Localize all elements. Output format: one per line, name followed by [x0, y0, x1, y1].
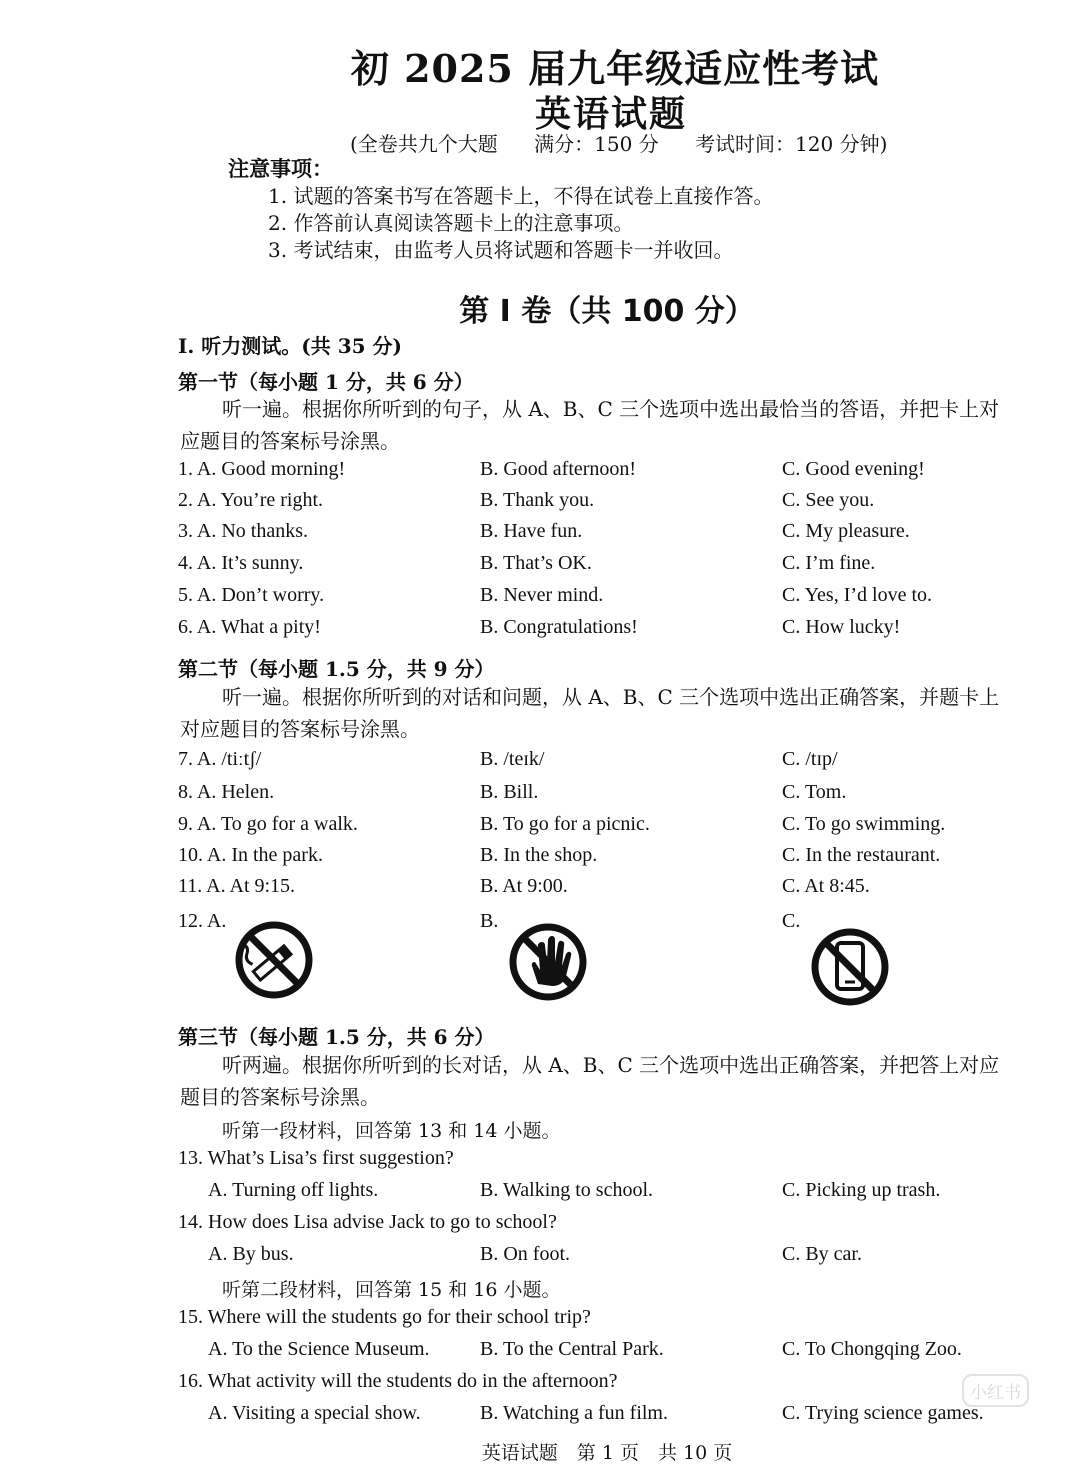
- no-smoking-icon: [234, 920, 314, 1000]
- option-b: B. Walking to school.: [480, 1179, 654, 1201]
- option-c: C. By car.: [782, 1243, 862, 1265]
- option-b: B. Thank you.: [480, 489, 595, 511]
- option-c: C. See you.: [782, 489, 875, 511]
- notice-item-2: 2. 作答前认真阅读答题卡上的注意事项。: [268, 211, 634, 235]
- option-c: C. At 8:45.: [782, 875, 870, 897]
- subsection-1-head: 第一节（每小题 1 分，共 6 分）: [178, 370, 474, 394]
- question-row: [0, 844, 1080, 874]
- question-row: [0, 584, 1080, 614]
- option-c: C. In the restaurant.: [782, 844, 941, 866]
- question-row: [0, 552, 1080, 582]
- option-a: 5. A. Don’t worry.: [178, 584, 325, 606]
- option-c: C. How lucky!: [782, 616, 901, 638]
- option-c: C. Tom.: [782, 781, 847, 803]
- question-13-options: [0, 1179, 1080, 1209]
- option-a: 10. A. In the park.: [178, 844, 323, 866]
- option-c: C.: [782, 910, 801, 932]
- no-touching-icon: [508, 922, 588, 1002]
- option-b: B. In the shop.: [480, 844, 598, 866]
- option-a: 7. A. /tiːtʃ/: [178, 748, 262, 770]
- question-row: [0, 813, 1080, 843]
- option-b: B. At 9:00.: [480, 875, 568, 897]
- page-footer: 英语试题 第 1 页 共 10 页: [481, 1442, 733, 1464]
- option-b: B. To the Central Park.: [480, 1338, 664, 1360]
- subsection-2-instruction: 听一遍。根据你所听到的对话和问题，从 A、B、C 三个选项中选出正确答案，并题卡上对应题目的答案标号涂黑。: [180, 685, 1000, 741]
- question-15-options: [0, 1338, 1080, 1368]
- exam-info-time: 考试时间：120 分钟): [695, 132, 888, 156]
- question-row: [0, 489, 1080, 519]
- question-stem: 15. Where will the students go for their school trip?: [178, 1306, 591, 1328]
- option-a: 2. A. You’re right.: [178, 489, 324, 511]
- option-b: B. On foot.: [480, 1243, 570, 1265]
- option-c: C. Yes, I’d love to.: [782, 584, 933, 606]
- option-b: B. Congratulations!: [480, 616, 638, 638]
- option-b: B. That’s OK.: [480, 552, 592, 574]
- no-phone-icon: [810, 927, 890, 1007]
- option-c: C. To Chongqing Zoo.: [782, 1338, 962, 1360]
- question-row: [0, 616, 1080, 646]
- material-2-note: 听第二段材料，回答第 15 和 16 小题。: [222, 1279, 561, 1301]
- option-b: B. Bill.: [480, 781, 539, 803]
- notice-heading: 注意事项：: [228, 156, 333, 181]
- option-a: A. Turning off lights.: [208, 1179, 379, 1201]
- option-c: C. My pleasure.: [782, 520, 910, 542]
- question-16-stem-row: [0, 1370, 1080, 1400]
- notice-item-3: 3. 考试结束，由监考人员将试题和答题卡一并收回。: [268, 238, 734, 262]
- watermark: 小红书: [962, 1374, 1029, 1407]
- part-title: 第 I 卷（共 100 分）: [459, 294, 755, 329]
- material-1-note: 听第一段材料，回答第 13 和 14 小题。: [222, 1120, 561, 1142]
- option-a: A. By bus.: [208, 1243, 294, 1265]
- option-c: C. /tɪp/: [782, 748, 838, 770]
- question-13-stem-row: [0, 1147, 1080, 1177]
- option-c: C. I’m fine.: [782, 552, 876, 574]
- option-a: A. Visiting a special show.: [208, 1402, 421, 1424]
- option-c: C. Picking up trash.: [782, 1179, 941, 1201]
- question-row: [0, 781, 1080, 811]
- question-14-options: [0, 1243, 1080, 1273]
- option-a: 9. A. To go for a walk.: [178, 813, 358, 835]
- option-c: C. Good evening!: [782, 458, 925, 480]
- question-row: [0, 520, 1080, 550]
- question-15-stem-row: [0, 1306, 1080, 1336]
- option-a: 4. A. It’s sunny.: [178, 552, 304, 574]
- notice-item-1: 1. 试题的答案书写在答题卡上，不得在试卷上直接作答。: [268, 184, 774, 208]
- question-row: [0, 748, 1080, 778]
- subsection-1-instruction: 听一遍。根据你所听到的句子，从 A、B、C 三个选项中选出最恰当的答语，并把卡上对应题目的答案标号涂黑。: [180, 397, 1000, 453]
- exam-info: [350, 128, 917, 157]
- option-c: C. To go swimming.: [782, 813, 946, 835]
- question-stem: 13. What’s Lisa’s first suggestion?: [178, 1147, 454, 1169]
- question-14-stem-row: [0, 1211, 1080, 1241]
- option-a: 1. A. Good morning!: [178, 458, 346, 480]
- option-a: 6. A. What a pity!: [178, 616, 321, 638]
- option-a: 12. A.: [178, 910, 227, 932]
- option-b: B. Never mind.: [480, 584, 604, 606]
- option-b: B. Have fun.: [480, 520, 583, 542]
- question-row: [0, 875, 1080, 905]
- question-stem: 14. How does Lisa advise Jack to go to school?: [178, 1211, 557, 1233]
- option-a: 11. A. At 9:15.: [178, 875, 296, 897]
- exam-subtitle: 英语试题: [534, 93, 687, 135]
- exam-info-sections: (全卷共九个大题: [350, 132, 498, 156]
- option-b: B.: [480, 910, 499, 932]
- option-b: B. To go for a picnic.: [480, 813, 650, 835]
- option-b: B. Good afternoon!: [480, 458, 637, 480]
- subsection-3-instruction: 听两遍。根据你所听到的长对话，从 A、B、C 三个选项中选出正确答案，并把答上对应题目的答案标号涂黑。: [180, 1053, 1000, 1109]
- question-row: [0, 458, 1080, 488]
- option-a: 3. A. No thanks.: [178, 520, 308, 542]
- question-stem: 16. What activity will the students do in the afternoon?: [178, 1370, 618, 1392]
- subsection-3-head: 第三节（每小题 1.5 分，共 6 分）: [178, 1025, 495, 1049]
- option-b: B. Watching a fun film.: [480, 1402, 668, 1424]
- option-a: 8. A. Helen.: [178, 781, 275, 803]
- option-a: A. To the Science Museum.: [208, 1338, 430, 1360]
- exam-info-score: 满分：150 分: [534, 132, 659, 156]
- section-title: I. 听力测试。(共 35 分): [178, 334, 402, 358]
- question-16-options: [0, 1402, 1080, 1432]
- subsection-2-head: 第二节（每小题 1.5 分，共 9 分）: [178, 657, 495, 681]
- exam-title: 初 2025 届九年级适应性考试: [350, 46, 880, 91]
- option-b: B. /teɪk/: [480, 748, 545, 770]
- option-c: C. Trying science games.: [782, 1402, 984, 1424]
